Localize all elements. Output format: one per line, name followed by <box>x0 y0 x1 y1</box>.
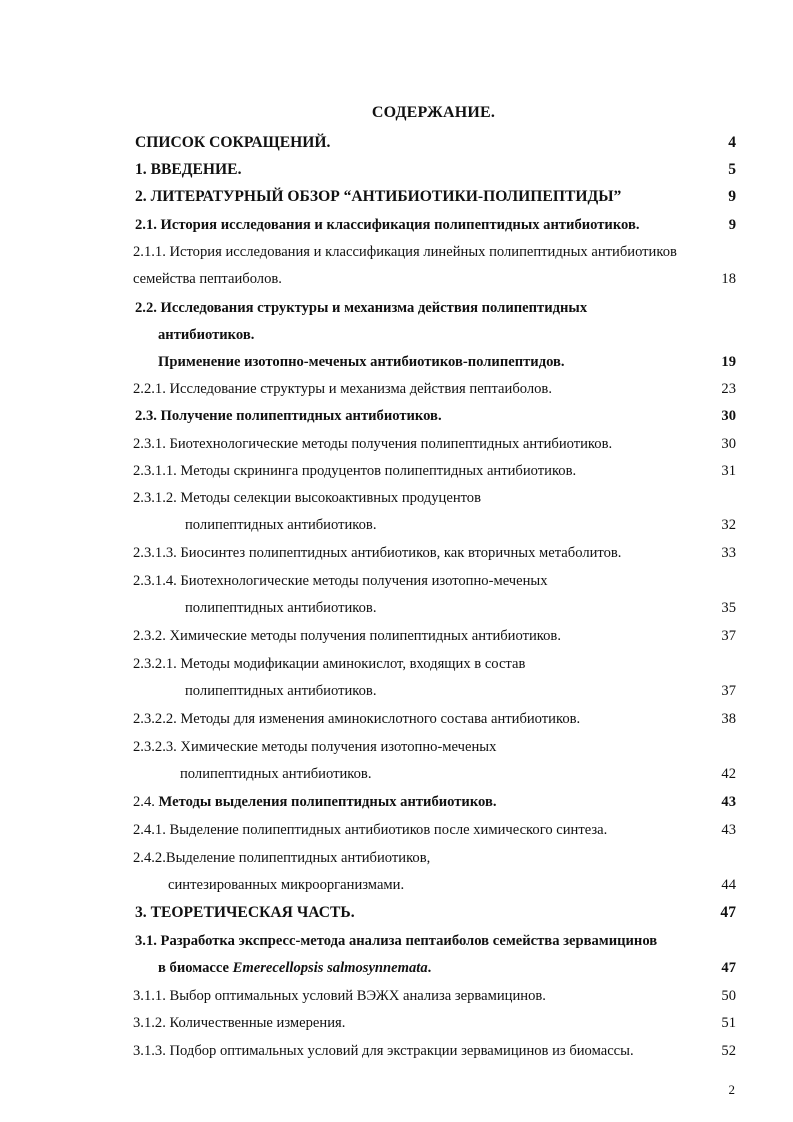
toc-entry-label: 2.3.1.4. Биотехнологические методы получения изотопно-меченых <box>133 573 548 589</box>
toc-entry-label: 3. ТЕОРЕТИЧЕСКАЯ ЧАСТЬ. <box>135 904 355 921</box>
toc-entry-label: 3.1. Разработка экспресс-метода анализа пептаиболов семейства зервамицинов <box>135 933 658 949</box>
toc-entry-2-3-2-1-line1 <box>0 654 793 676</box>
toc-entry-label-continued: полипептидных антибиотиков. <box>185 517 377 533</box>
toc-entry-page: 51 <box>721 1015 736 1031</box>
toc-entry-label-continued: полипептидных антибиотиков. <box>180 766 372 782</box>
toc-entry-label: 2.1.1. История исследования и классификация линейных полипептидных антибиотиков <box>133 244 677 260</box>
toc-entry-2-3-2 <box>0 626 793 648</box>
toc-entry-page: 38 <box>721 711 736 727</box>
toc-entry-label-continued: антибиотиков. <box>158 327 255 343</box>
toc-entry-page: 30 <box>721 436 736 452</box>
toc-entry-2-3-2-3-line2 <box>0 764 793 786</box>
toc-entry-label-continued: полипептидных антибиотиков. <box>185 600 377 616</box>
toc-entry-page: 43 <box>721 794 736 810</box>
toc-entry-2-3-2-3-line1 <box>0 737 793 759</box>
page-number: 2 <box>728 1082 735 1097</box>
toc-entry-label: 2.4.1. Выделение полипептидных антибиотиков после химического синтеза. <box>133 822 608 838</box>
toc-entry-2-3 <box>0 406 793 428</box>
toc-entry-label: 3.1.1. Выбор оптимальных условий ВЭЖХ анализа зервамицинов. <box>133 988 546 1004</box>
toc-entry-title: Методы выделения полипептидных антибиотиков. <box>158 794 497 810</box>
toc-entry-label-continued: Применение изотопно-меченых антибиотиков-полипептидов. <box>158 354 565 370</box>
toc-entry-text: в биомассе <box>158 960 233 976</box>
toc-entry-label: 2.3.2.2. Методы для изменения аминокислотного состава антибиотиков. <box>133 711 581 727</box>
toc-entry-label: 2.4.2.Выделение полипептидных антибиотиков, <box>133 850 431 866</box>
toc-entry-2-3-1 <box>0 434 793 456</box>
toc-entry-3-1-line1 <box>0 931 793 953</box>
toc-entry-label-continued: полипептидных антибиотиков. <box>185 683 377 699</box>
toc-entry-2-3-1-2-line1 <box>0 488 793 510</box>
toc-entry-label: СПИСОК СОКРАЩЕНИЙ. <box>135 134 331 151</box>
toc-entry-abbreviations <box>0 133 793 155</box>
toc-entry-label: 2.3. Получение полипептидных антибиотиков. <box>135 408 442 424</box>
toc-entry-page: 47 <box>721 960 736 976</box>
toc-entry-2-2-1 <box>0 379 793 401</box>
toc-entry-label: 3.1.3. Подбор оптимальных условий для экстракции зервамицинов из биомассы. <box>133 1043 634 1059</box>
toc-entry-page: 31 <box>721 463 736 479</box>
toc-entry-page: 35 <box>721 600 736 616</box>
toc-entry-label: 2.3.1. Биотехнологические методы получения полипептидных антибиотиков. <box>133 436 613 452</box>
toc-entry-2-3-1-2-line2 <box>0 515 793 537</box>
toc-entry-2-3-1-1 <box>0 461 793 483</box>
toc-entry-3-1-2 <box>0 1013 793 1035</box>
toc-entry-page: 47 <box>720 904 736 921</box>
toc-entry-label: 2.3.2.3. Химические методы получения изотопно-меченых <box>133 739 497 755</box>
toc-entry-label: 2.3.1.2. Методы селекции высокоактивных продуцентов <box>133 490 481 506</box>
toc-entry-2-4-1 <box>0 820 793 842</box>
toc-entry-2-4-2-line1 <box>0 848 793 870</box>
toc-entry-page: 44 <box>721 877 736 893</box>
toc-entry-2-4 <box>0 792 793 814</box>
toc-entry-label: 2.1. История исследования и классификация полипептидных антибиотиков. <box>135 217 640 233</box>
toc-entry-2-3-1-4-line2 <box>0 598 793 620</box>
toc-entry-3-1-1 <box>0 986 793 1008</box>
toc-entry-page: 50 <box>721 988 736 1004</box>
toc-entry-2-1-1-line2 <box>0 269 793 291</box>
toc-entry-literature-review <box>0 187 793 209</box>
toc-entry-page: 23 <box>721 381 736 397</box>
toc-entry-page: 32 <box>721 517 736 533</box>
toc-entry-2-3-2-2 <box>0 709 793 731</box>
page-title: СОДЕРЖАНИЕ. <box>371 104 496 121</box>
toc-entry-page: 37 <box>721 683 736 699</box>
toc-entry-2-3-2-1-line2 <box>0 681 793 703</box>
organism-name: Emerecellopsis salmosynnemata <box>232 960 428 976</box>
toc-entry-introduction <box>0 160 793 182</box>
toc-entry-text: . <box>427 960 432 976</box>
toc-entry-page: 9 <box>728 217 736 233</box>
toc-entry-label: 2.3.2.1. Методы модификации аминокислот, входящих в состав <box>133 656 526 672</box>
toc-entry-page: 52 <box>721 1043 736 1059</box>
toc-entry-page: 43 <box>721 822 736 838</box>
toc-entry-page: 18 <box>721 271 736 287</box>
toc-entry-label: 2.3.1.1. Методы скрининга продуцентов полипептидных антибиотиков. <box>133 463 577 479</box>
toc-entry-label: 2.3.1.3. Биосинтез полипептидных антибиотиков, как вторичных метаболитов. <box>133 545 622 561</box>
toc-entry-3-1-line2 <box>0 958 793 980</box>
toc-entry-label-continued <box>158 958 431 978</box>
toc-entry-2-1 <box>0 215 793 237</box>
toc-entry-number: 2.4. <box>133 794 155 810</box>
toc-entry-2-2-line3 <box>0 352 793 374</box>
toc-entry-page: 37 <box>721 628 736 644</box>
toc-entry-label: 2. ЛИТЕРАТУРНЫЙ ОБЗОР “АНТИБИОТИКИ-ПОЛИПЕПТИДЫ” <box>135 188 622 205</box>
toc-entry-label: 1. ВВЕДЕНИЕ. <box>135 161 242 178</box>
toc-entry-label: 2.2. Исследования структуры и механизма действия полипептидных <box>135 300 588 316</box>
toc-entry-page: 9 <box>728 188 736 205</box>
toc-entry-2-3-1-3 <box>0 543 793 565</box>
toc-entry-page: 42 <box>721 766 736 782</box>
toc-entry-2-3-1-4-line1 <box>0 571 793 593</box>
toc-entry-3-1-3 <box>0 1041 793 1063</box>
toc-entry-theoretical-part <box>0 903 793 925</box>
toc-entry-2-1-1-line1 <box>0 242 793 264</box>
toc-entry-2-2-line1 <box>0 298 793 320</box>
toc-entry-page: 4 <box>728 134 736 151</box>
toc-entry-label: 2.2.1. Исследование структуры и механизма действия пептаиболов. <box>133 381 552 397</box>
toc-entry-label-continued: семейства пептаиболов. <box>133 271 282 287</box>
toc-entry-page: 19 <box>721 354 736 370</box>
toc-entry-label-continued: синтезированных микроорганизмами. <box>168 877 405 893</box>
toc-entry-label <box>133 792 497 812</box>
toc-entry-2-2-line2 <box>0 325 793 347</box>
toc-entry-page: 30 <box>721 408 736 424</box>
toc-entry-page: 5 <box>728 161 736 178</box>
toc-entry-label: 2.3.2. Химические методы получения полипептидных антибиотиков. <box>133 628 561 644</box>
toc-entry-2-4-2-line2 <box>0 875 793 897</box>
toc-entry-page: 33 <box>721 545 736 561</box>
toc-entry-label: 3.1.2. Количественные измерения. <box>133 1015 346 1031</box>
